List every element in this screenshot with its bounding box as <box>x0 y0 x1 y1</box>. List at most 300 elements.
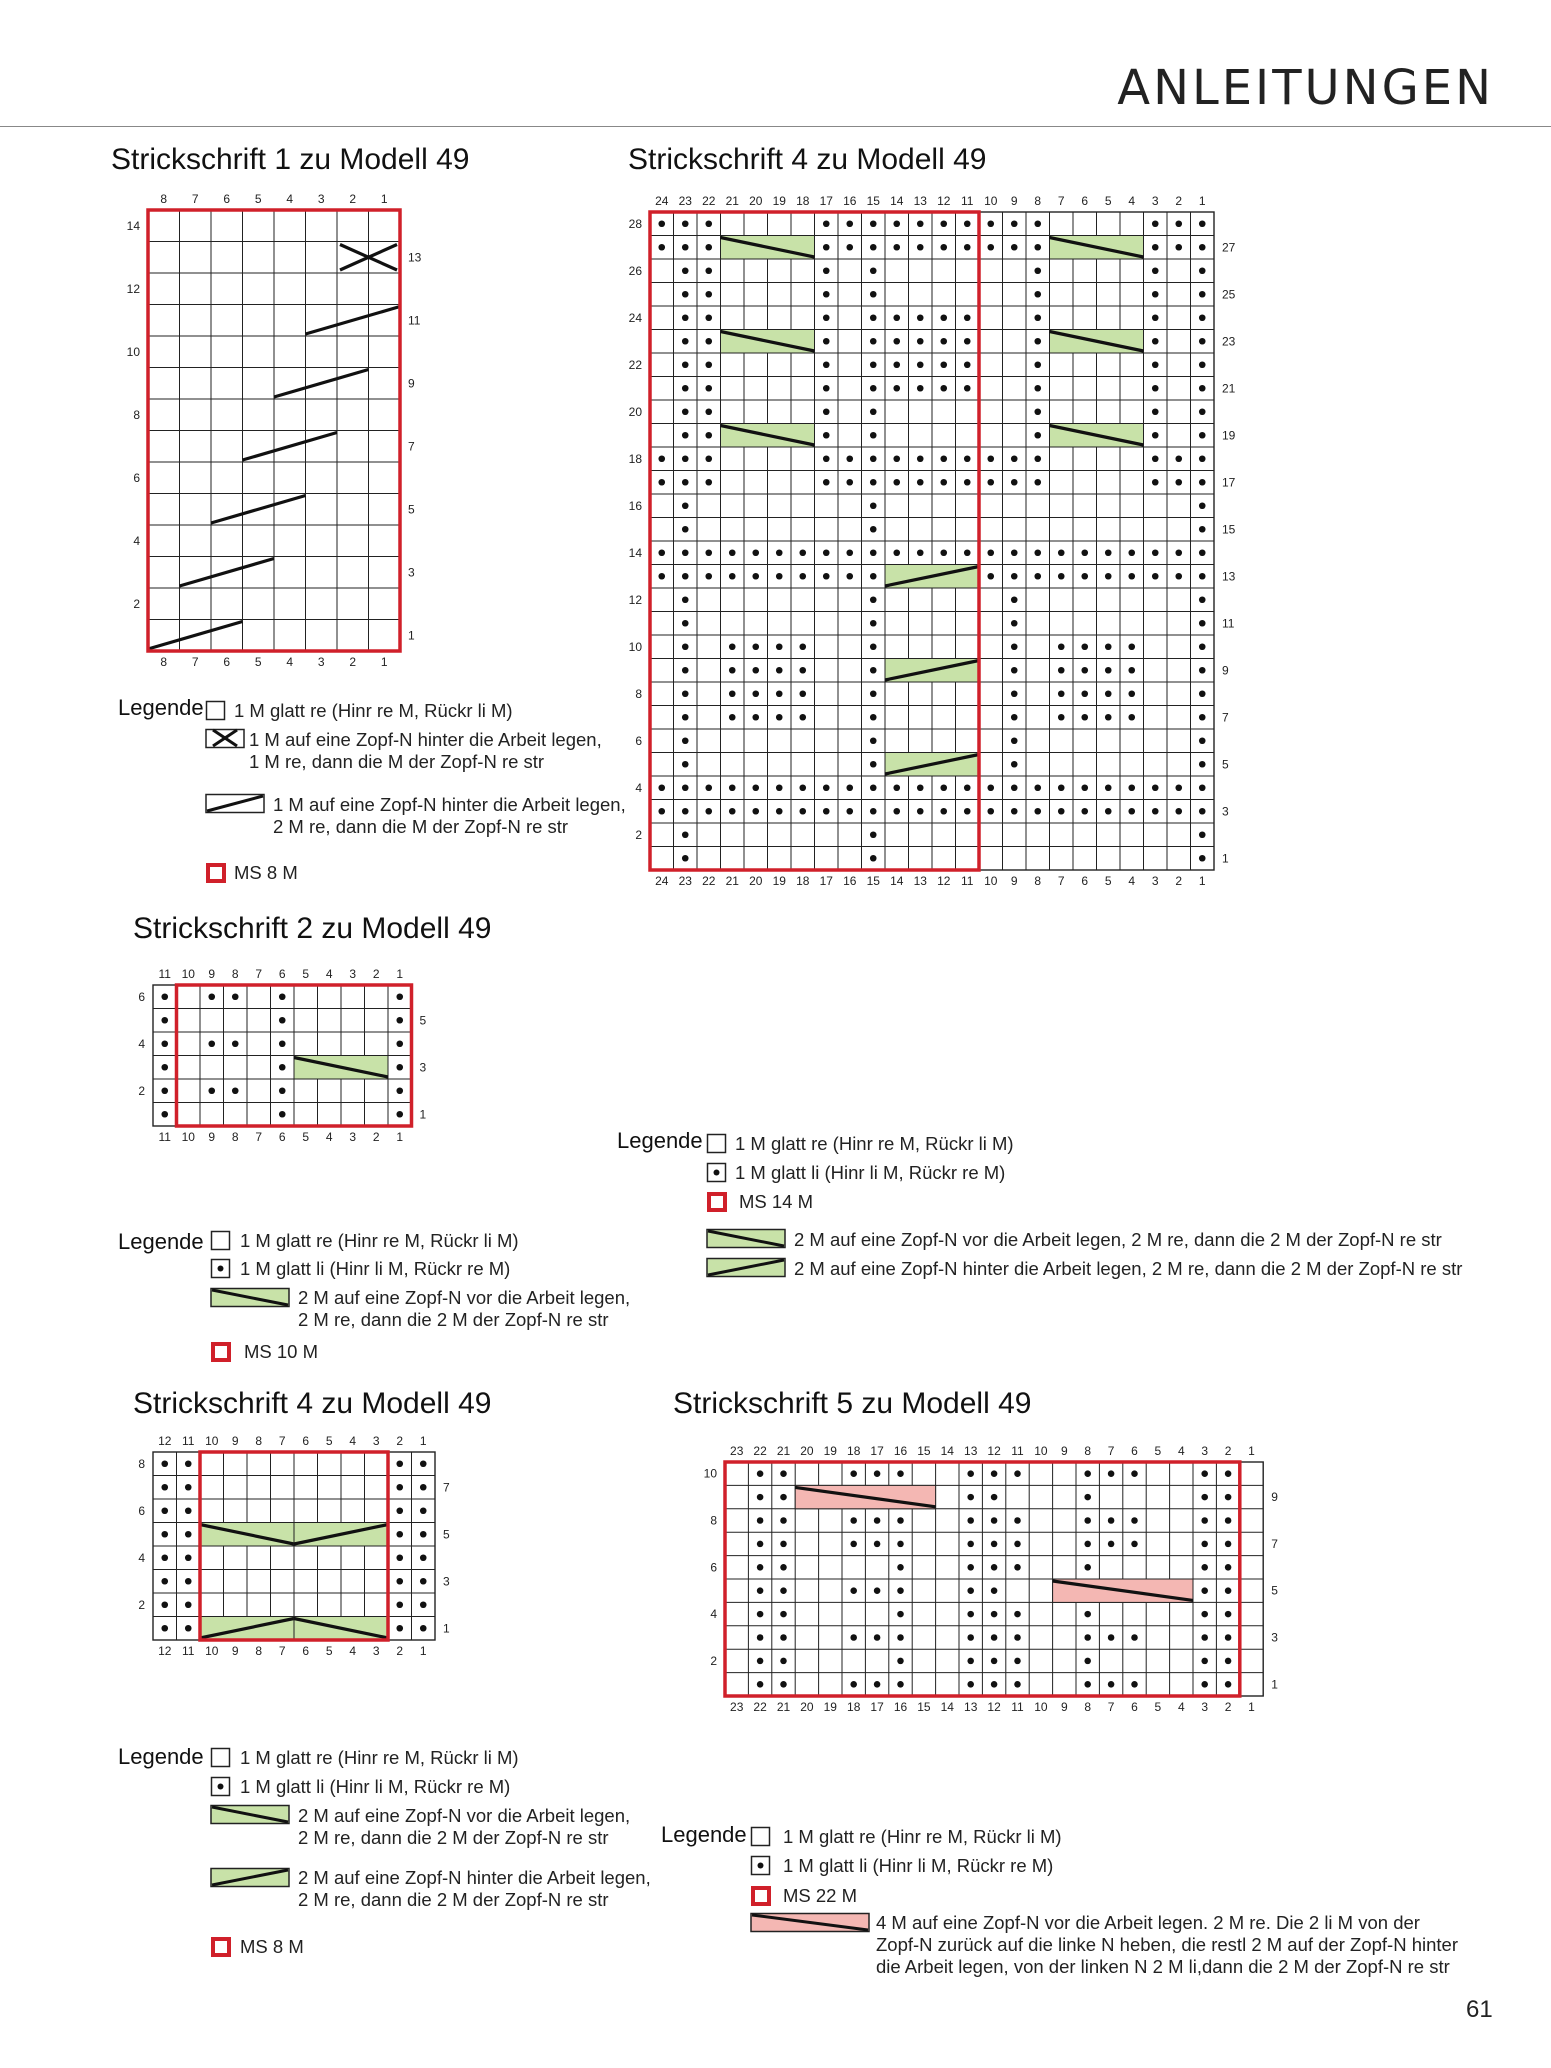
purl-dot <box>1175 784 1182 791</box>
purl-dot <box>1131 1634 1138 1641</box>
column-number: 9 <box>208 1130 216 1144</box>
purl-dot <box>1105 690 1112 697</box>
purl-dot <box>1034 338 1041 345</box>
column-number: 1 <box>1198 194 1206 208</box>
purl-dot <box>991 1681 998 1688</box>
row-number: 1 <box>419 1107 427 1122</box>
purl-dot <box>1175 808 1182 815</box>
purl-dot <box>1131 1541 1138 1548</box>
purl-dot <box>870 244 877 251</box>
purl-dot <box>1108 1681 1115 1688</box>
purl-dot <box>420 1531 427 1538</box>
purl-dot <box>1131 1681 1138 1688</box>
purl-dot <box>893 220 900 227</box>
purl-dot <box>396 1601 403 1608</box>
purl-dot <box>1034 291 1041 298</box>
chart-2-title: Strickschrift 2 zu Modell 49 <box>133 912 492 945</box>
purl-dot <box>1011 455 1018 462</box>
repeat-icon <box>706 1191 728 1213</box>
row-number: 5 <box>443 1527 450 1542</box>
purl-dot <box>1011 714 1018 721</box>
purl-dot <box>870 432 877 439</box>
column-number: 1 <box>380 655 388 669</box>
column-number: 3 <box>372 1644 380 1658</box>
purl-dot <box>705 385 712 392</box>
left-cable-green-icon <box>210 1867 292 1889</box>
chart-5-legend-heading: Legende <box>661 1822 747 1847</box>
repeat-icon <box>210 1936 232 1958</box>
purl-dot <box>1201 1658 1208 1665</box>
purl-dot <box>967 1564 974 1571</box>
row-number: 18 <box>628 451 642 466</box>
purl-dot <box>1034 267 1041 274</box>
purl-dot <box>893 455 900 462</box>
purl-dot <box>185 1554 192 1561</box>
row-number: 2 <box>710 1653 717 1668</box>
purl-dot <box>1011 220 1018 227</box>
column-number: 15 <box>917 1700 931 1714</box>
purl-dot <box>705 432 712 439</box>
row-number: 22 <box>628 357 642 372</box>
purl-dot <box>1199 291 1206 298</box>
purl-dot <box>776 643 783 650</box>
purl-dot <box>1011 690 1018 697</box>
column-number: 6 <box>278 1130 286 1144</box>
purl-dot <box>897 1611 904 1618</box>
column-number: 8 <box>231 967 239 981</box>
purl-dot <box>1128 784 1135 791</box>
row-number: 10 <box>126 344 140 359</box>
column-number: 4 <box>349 1644 357 1658</box>
purl-dot <box>874 1470 881 1477</box>
purl-dot <box>1034 244 1041 251</box>
purl-dot <box>870 526 877 533</box>
legend-item-repeat: MS 14 M <box>739 1191 814 1212</box>
column-number: 12 <box>987 1444 1001 1458</box>
purl-dot <box>1081 643 1088 650</box>
purl-dot <box>874 1587 881 1594</box>
purl-dot <box>846 549 853 556</box>
purl-dot <box>874 1517 881 1524</box>
chart-4b-legend-heading: Legende <box>118 1744 204 1769</box>
purl-dot <box>1105 714 1112 721</box>
purl-dot <box>1152 408 1159 415</box>
row-number: 6 <box>710 1560 717 1575</box>
purl-dot <box>752 667 759 674</box>
legend-item-4b-right: 2 M auf eine Zopf-N vor die Arbeit legen, <box>298 1805 631 1826</box>
purl-dot <box>1058 667 1065 674</box>
section-header: ANLEITUNGEN <box>1117 60 1494 116</box>
column-number: 23 <box>730 1444 744 1458</box>
row-number: 3 <box>419 1060 427 1075</box>
purl-dot <box>1201 1681 1208 1688</box>
purl-dot <box>658 808 665 815</box>
purl-dot <box>846 808 853 815</box>
column-number: 22 <box>702 874 716 888</box>
purl-dot <box>682 761 689 768</box>
purl-dot <box>991 1494 998 1501</box>
purl-dot <box>682 737 689 744</box>
column-number: 8 <box>1084 1444 1092 1458</box>
purl-dot <box>1199 526 1206 533</box>
column-number: 5 <box>1154 1700 1162 1714</box>
purl-dot <box>1175 455 1182 462</box>
page-number: 61 <box>1466 1996 1493 2023</box>
purl-dot <box>705 549 712 556</box>
purl-dot <box>232 1087 239 1094</box>
purl-dot <box>823 338 830 345</box>
purl-dot <box>1011 761 1018 768</box>
purl-dot <box>1034 455 1041 462</box>
purl-dot <box>1128 667 1135 674</box>
row-number: 8 <box>635 686 642 701</box>
column-number: 11 <box>158 1130 171 1144</box>
purl-dot <box>1199 479 1206 486</box>
column-number: 14 <box>940 1444 954 1458</box>
knit-stitch-icon <box>210 1747 232 1769</box>
purl-dot <box>1034 784 1041 791</box>
purl-dot <box>1199 408 1206 415</box>
column-number: 1 <box>419 1434 427 1448</box>
legend-item-purl: 1 M glatt li (Hinr li M, Rückr re M) <box>240 1258 511 1279</box>
purl-dot <box>1014 1681 1021 1688</box>
legend-item-repeat: MS 8 M <box>240 1936 304 1957</box>
purl-dot <box>1014 1541 1021 1548</box>
purl-dot <box>1199 737 1206 744</box>
column-number: 10 <box>205 1644 219 1658</box>
row-number: 11 <box>408 313 421 328</box>
purl-dot <box>776 784 783 791</box>
purl-dot <box>964 220 971 227</box>
legend-item-4-right: 2 M auf eine Zopf-N vor die Arbeit legen, 2 M re, dann die 2 M der Zopf-N re str <box>794 1229 1442 1250</box>
column-number: 12 <box>937 874 951 888</box>
purl-dot <box>870 596 877 603</box>
purl-dot <box>279 1087 286 1094</box>
row-number: 14 <box>628 545 642 560</box>
purl-dot <box>1199 573 1206 580</box>
purl-dot <box>917 808 924 815</box>
purl-dot <box>850 1681 857 1688</box>
purl-dot <box>823 314 830 321</box>
purl-dot <box>893 244 900 251</box>
purl-dot <box>917 220 924 227</box>
purl-dot <box>1011 479 1018 486</box>
purl-dot <box>1105 573 1112 580</box>
legend-item-4-left: 2 M auf eine Zopf-N hinter die Arbeit legen, 2 M re, dann die 2 M der Zopf-N re str <box>794 1258 1463 1279</box>
purl-dot <box>729 643 736 650</box>
purl-dot <box>1011 549 1018 556</box>
purl-stitch-icon <box>210 1258 232 1280</box>
column-number: 6 <box>223 655 231 669</box>
column-number: 2 <box>349 192 357 206</box>
column-number: 21 <box>725 874 739 888</box>
purl-dot <box>897 1541 904 1548</box>
row-number: 16 <box>628 498 642 513</box>
purl-dot <box>1152 244 1159 251</box>
purl-dot <box>940 549 947 556</box>
purl-dot <box>1034 314 1041 321</box>
purl-dot <box>893 808 900 815</box>
purl-dot <box>1199 244 1206 251</box>
purl-dot <box>964 361 971 368</box>
legend-item-1-cross: 1 M auf eine Zopf-N hinter die Arbeit legen, <box>249 729 602 750</box>
row-number: 6 <box>138 989 145 1004</box>
column-number: 4 <box>325 1130 333 1144</box>
purl-dot <box>1011 596 1018 603</box>
legend-item-4b-left-cont: 2 M re, dann die 2 M der Zopf-N re str <box>298 1889 609 1910</box>
column-number: 9 <box>231 1434 239 1448</box>
purl-dot <box>161 1507 168 1514</box>
column-number: 5 <box>302 967 310 981</box>
purl-dot <box>1199 808 1206 815</box>
column-number: 3 <box>372 1434 380 1448</box>
column-number: 9 <box>1010 874 1018 888</box>
purl-dot <box>991 1611 998 1618</box>
row-number: 15 <box>1222 522 1236 537</box>
column-number: 21 <box>725 194 739 208</box>
column-number: 16 <box>843 874 857 888</box>
column-number: 1 <box>419 1644 427 1658</box>
chart-4b-title: Strickschrift 4 zu Modell 49 <box>133 1387 492 1420</box>
column-number: 3 <box>349 967 357 981</box>
column-number: 12 <box>937 194 951 208</box>
purl-dot <box>870 620 877 627</box>
purl-dot <box>185 1625 192 1632</box>
purl-dot <box>682 667 689 674</box>
column-number: 5 <box>254 192 262 206</box>
row-number: 27 <box>1222 240 1236 255</box>
purl-dot <box>1108 1541 1115 1548</box>
column-number: 10 <box>1034 1444 1048 1458</box>
purl-dot <box>870 408 877 415</box>
column-number: 3 <box>317 192 325 206</box>
chart-5-grid <box>660 1440 1440 1800</box>
column-number: 10 <box>984 194 998 208</box>
purl-dot <box>780 1494 787 1501</box>
purl-dot <box>1201 1587 1208 1594</box>
purl-dot <box>776 667 783 674</box>
purl-dot <box>682 714 689 721</box>
purl-dot <box>682 361 689 368</box>
column-number: 19 <box>772 194 786 208</box>
column-number: 13 <box>913 874 927 888</box>
row-number: 13 <box>408 250 422 265</box>
purl-dot <box>823 455 830 462</box>
purl-dot <box>1084 1470 1091 1477</box>
purl-dot <box>940 244 947 251</box>
purl-dot <box>1225 1681 1232 1688</box>
purl-dot <box>870 855 877 862</box>
purl-dot <box>161 1531 168 1538</box>
row-number: 9 <box>1222 663 1229 678</box>
legend-item-knit: 1 M glatt re (Hinr re M, Rückr li M) <box>240 1747 519 1768</box>
column-number: 8 <box>1084 1700 1092 1714</box>
legend-item-4b-left: 2 M auf eine Zopf-N hinter die Arbeit legen, <box>298 1867 651 1888</box>
chart-5-title: Strickschrift 5 zu Modell 49 <box>673 1387 1032 1420</box>
column-number: 18 <box>796 874 810 888</box>
purl-dot <box>1058 714 1065 721</box>
purl-dot <box>705 361 712 368</box>
column-number: 4 <box>349 1434 357 1448</box>
column-number: 5 <box>1104 194 1112 208</box>
purl-dot <box>897 1564 904 1571</box>
purl-dot <box>1128 573 1135 580</box>
purl-dot <box>893 385 900 392</box>
column-number: 11 <box>961 194 974 208</box>
purl-dot <box>940 479 947 486</box>
column-number: 6 <box>302 1644 310 1658</box>
row-number: 3 <box>408 565 415 580</box>
purl-dot <box>1034 385 1041 392</box>
purl-dot <box>991 1564 998 1571</box>
legend-item-5-pink-cont: Zopf-N zurück auf die linke N heben, die restl 2 M auf der Zopf-N hinter <box>876 1934 1458 1955</box>
purl-dot <box>1084 1611 1091 1618</box>
column-number: 12 <box>158 1644 172 1658</box>
column-number: 7 <box>1107 1444 1115 1458</box>
purl-dot <box>705 784 712 791</box>
purl-dot <box>917 784 924 791</box>
purl-dot <box>893 338 900 345</box>
purl-dot <box>161 1040 168 1047</box>
column-number: 2 <box>396 1434 404 1448</box>
purl-dot <box>658 479 665 486</box>
row-number: 8 <box>133 407 140 422</box>
legend-item-knit: 1 M glatt re (Hinr re M, Rückr li M) <box>783 1826 1062 1847</box>
purl-dot <box>1199 620 1206 627</box>
purl-dot <box>1014 1634 1021 1641</box>
column-number: 14 <box>890 874 904 888</box>
purl-dot <box>682 620 689 627</box>
row-number: 13 <box>1222 569 1236 584</box>
row-number: 6 <box>635 733 642 748</box>
column-number: 6 <box>302 1434 310 1448</box>
column-number: 13 <box>964 1700 978 1714</box>
purl-dot <box>1152 808 1159 815</box>
row-number: 1 <box>443 1621 450 1636</box>
row-number: 28 <box>628 216 642 231</box>
legend-item-repeat: MS 8 M <box>234 862 298 883</box>
purl-dot <box>940 808 947 815</box>
purl-dot <box>752 549 759 556</box>
row-number: 4 <box>138 1036 145 1051</box>
row-number: 14 <box>126 218 140 233</box>
purl-dot <box>940 455 947 462</box>
purl-dot <box>1201 1470 1208 1477</box>
purl-dot <box>1128 808 1135 815</box>
purl-dot <box>1081 690 1088 697</box>
purl-dot <box>161 1064 168 1071</box>
column-number: 23 <box>678 874 692 888</box>
purl-dot <box>897 1517 904 1524</box>
purl-dot <box>917 479 924 486</box>
purl-dot <box>1225 1587 1232 1594</box>
purl-dot <box>987 479 994 486</box>
purl-dot <box>682 831 689 838</box>
purl-dot <box>870 479 877 486</box>
legend-item-purl: 1 M glatt li (Hinr li M, Rückr re M) <box>783 1855 1054 1876</box>
left-cable-icon <box>205 793 267 815</box>
purl-dot <box>776 690 783 697</box>
purl-dot <box>780 1681 787 1688</box>
purl-dot <box>185 1507 192 1514</box>
purl-dot <box>752 808 759 815</box>
purl-dot <box>987 220 994 227</box>
column-number: 11 <box>1011 1700 1024 1714</box>
purl-dot <box>1199 267 1206 274</box>
repeat-icon <box>205 862 227 884</box>
purl-dot <box>1014 1470 1021 1477</box>
purl-dot <box>185 1531 192 1538</box>
purl-dot <box>757 1587 764 1594</box>
column-number: 5 <box>325 1434 333 1448</box>
row-number: 4 <box>133 533 140 548</box>
purl-dot <box>757 1517 764 1524</box>
purl-dot <box>279 1111 286 1118</box>
column-number: 20 <box>749 874 763 888</box>
purl-dot <box>682 549 689 556</box>
column-number: 17 <box>819 874 833 888</box>
row-number: 2 <box>138 1597 145 1612</box>
purl-dot <box>208 1087 215 1094</box>
purl-dot <box>870 714 877 721</box>
column-number: 7 <box>191 192 199 206</box>
purl-dot <box>705 455 712 462</box>
purl-dot <box>967 1611 974 1618</box>
chart-2-grid <box>135 965 545 1205</box>
purl-dot <box>757 1494 764 1501</box>
column-number: 10 <box>984 874 998 888</box>
purl-dot <box>870 643 877 650</box>
purl-dot <box>850 1587 857 1594</box>
purl-dot <box>893 784 900 791</box>
row-number: 12 <box>628 592 642 607</box>
purl-dot <box>917 338 924 345</box>
purl-dot <box>823 549 830 556</box>
row-number: 7 <box>443 1480 450 1495</box>
column-number: 10 <box>205 1434 219 1448</box>
purl-dot <box>1201 1611 1208 1618</box>
purl-dot <box>870 784 877 791</box>
purl-dot <box>897 1658 904 1665</box>
purl-dot <box>682 385 689 392</box>
purl-dot <box>1105 667 1112 674</box>
column-number: 17 <box>870 1700 884 1714</box>
row-number: 2 <box>635 827 642 842</box>
purl-dot <box>1201 1541 1208 1548</box>
purl-dot <box>1131 1470 1138 1477</box>
purl-dot <box>705 314 712 321</box>
row-number: 23 <box>1222 334 1236 349</box>
purl-dot <box>780 1634 787 1641</box>
purl-dot <box>823 479 830 486</box>
left-cable-green-icon <box>706 1257 788 1279</box>
purl-dot <box>420 1554 427 1561</box>
purl-dot <box>682 314 689 321</box>
purl-dot <box>1152 314 1159 321</box>
purl-dot <box>991 1541 998 1548</box>
purl-dot <box>396 1064 403 1071</box>
purl-dot <box>917 455 924 462</box>
column-number: 23 <box>678 194 692 208</box>
purl-dot <box>705 808 712 815</box>
purl-dot <box>161 1017 168 1024</box>
legend-item-knit: 1 M glatt re (Hinr re M, Rückr li M) <box>240 1230 519 1251</box>
purl-dot <box>1199 361 1206 368</box>
purl-dot <box>208 1040 215 1047</box>
purl-dot <box>396 1087 403 1094</box>
purl-dot <box>682 408 689 415</box>
column-number: 6 <box>223 192 231 206</box>
